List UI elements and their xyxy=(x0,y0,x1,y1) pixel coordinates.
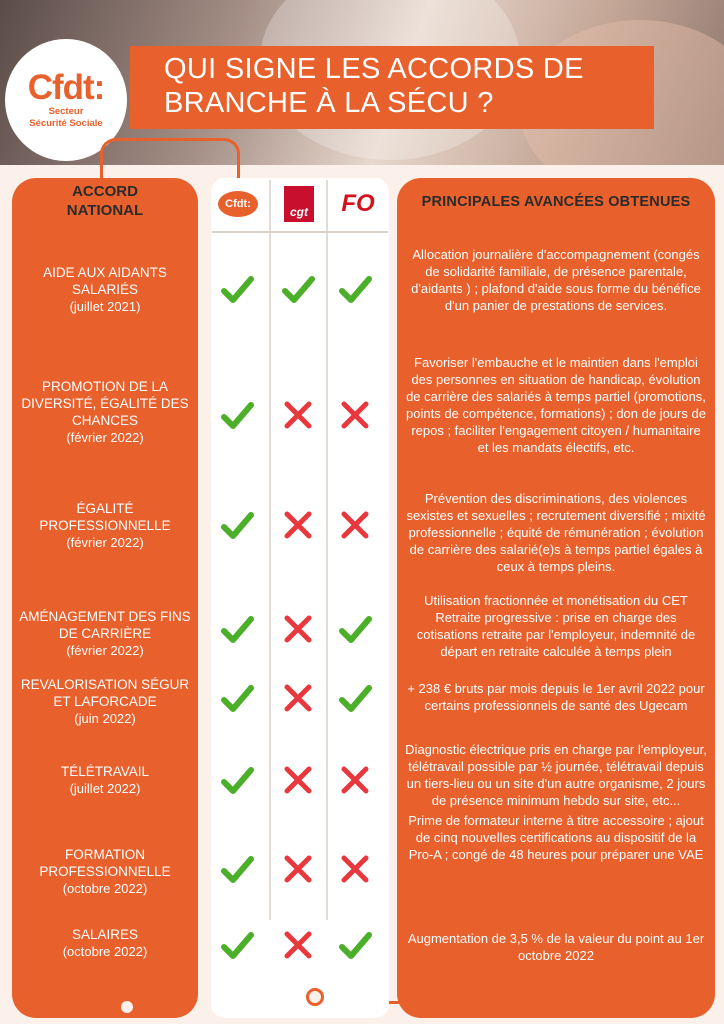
accord-title: REVALORISATION SÉGUR ET LAFORCADE xyxy=(20,677,190,709)
check-icon-cfdt xyxy=(220,928,254,962)
accord-name xyxy=(12,264,198,315)
check-icon-fo xyxy=(338,272,372,306)
accord-date: (juillet 2021) xyxy=(69,299,141,314)
accord-gains: Utilisation fractionnée et monétisation du CET Retraite progressive : prise en charge des cotisations retraite par l'employeur, indemnité de départ en retraite calculée à temps plein xyxy=(416,593,696,659)
check-icon-cgt xyxy=(281,272,315,306)
accord-header: ACCORD NATIONAL xyxy=(66,183,144,219)
accord-date: (février 2022) xyxy=(66,430,144,445)
accord-title: TÉLÉTRAVAIL xyxy=(60,764,150,779)
page-title xyxy=(130,46,654,129)
check-icon-fo xyxy=(338,928,372,962)
accord-gains: Diagnostic électrique pris en charge par l'employeur, télétravail possible par ½ journée, télétravail depuis un tiers-lieu ou un site d'un autre organisme, 2 jours de présence minimum hebdo sur site, etc... xyxy=(405,742,707,808)
check-icon-fo xyxy=(338,612,372,646)
accord-name xyxy=(12,608,198,659)
accord-gains: Prime de formateur interne à titre accessoire ; ajout de cinq nouvelles certifications au dispositif de la Pro-A ; congé de 48 heures pour préparer une VAE xyxy=(408,813,704,862)
accord-name xyxy=(12,378,198,446)
accord-title: AIDE AUX AIDANTS SALARIÉS xyxy=(43,265,167,297)
logo-word: Cfdt: xyxy=(27,68,105,107)
check-icon-cfdt xyxy=(220,398,254,432)
accord-title: AMÉNAGEMENT DES FINS DE CARRIÈRE xyxy=(19,609,191,641)
check-icon-cfdt xyxy=(220,681,254,715)
accord-date: (février 2022) xyxy=(66,643,144,658)
accord-title: FORMATION PROFESSIONNELLE xyxy=(39,847,171,879)
header-divider xyxy=(212,231,388,233)
cross-icon-fo xyxy=(338,763,372,797)
check-icon-cfdt xyxy=(220,852,254,886)
cgt-union-logo: cgt xyxy=(284,186,314,222)
check-icon-cfdt xyxy=(220,272,254,306)
cross-icon-cgt xyxy=(281,852,315,886)
accord-name xyxy=(12,846,198,897)
cross-icon-fo xyxy=(338,508,372,542)
divider-1 xyxy=(269,180,271,920)
cross-icon-cgt xyxy=(281,928,315,962)
avancees-header: PRINCIPALES AVANCÉES OBTENUES xyxy=(421,194,691,210)
accord-name xyxy=(12,500,198,551)
accord-name xyxy=(12,763,198,797)
cfdt-union-logo: Cfdt: xyxy=(218,191,258,217)
cross-icon-cgt xyxy=(281,612,315,646)
accord-date: (octobre 2022) xyxy=(62,944,148,959)
accord-gains: Prévention des discriminations, des violences sexistes et sexuelles ; recrutement diversifié ; mixité professionnelle ; équité de rémunération ; évolution de carrière des salarié(e)s à temps partiel égales à ceux à temps pleins. xyxy=(406,491,706,574)
cross-icon-cgt xyxy=(281,508,315,542)
accord-gains: + 238 € bruts par mois depuis le 1er avril 2022 pour certains professionnels de santé des Ugecam xyxy=(407,681,705,713)
accord-date: (février 2022) xyxy=(66,535,144,550)
connector-top xyxy=(100,138,240,180)
accord-title: SALAIRES xyxy=(71,927,139,942)
accord-title: ÉGALITÉ PROFESSIONNELLE xyxy=(39,501,171,533)
check-icon-fo xyxy=(338,681,372,715)
timeline-dot-right xyxy=(546,992,564,1010)
logo-subtitle: Secteur Sécurité Sociale xyxy=(29,106,103,129)
divider-2 xyxy=(326,180,328,920)
accord-gains: Allocation journalière d'accompagnement (congés de solidarité familiale, de présence parentale, d'aidants ) ; plafond d'aide sous forme du bénéfice d'un panier de prestations de services. xyxy=(411,247,701,313)
cross-icon-fo xyxy=(338,398,372,432)
check-icon-cfdt xyxy=(220,508,254,542)
accord-gains: Augmentation de 3,5 % de la valeur du point au 1er octobre 2022 xyxy=(407,931,705,963)
fo-union-logo: FO xyxy=(341,190,375,217)
title-line-2: BRANCHE À LA SÉCU ? xyxy=(164,87,494,119)
accord-title: PROMOTION DE LA DIVERSITÉ, ÉGALITÉ DES CHANCES xyxy=(21,379,189,428)
accord-name xyxy=(12,926,198,960)
accord-date: (octobre 2022) xyxy=(62,881,148,896)
accord-name xyxy=(12,676,198,727)
accord-gains: Favoriser l'embauche et le maintien dans l'emploi des personnes en situation de handicap, évolution de carrière des salariés à temps partiel (promotions, points de compétence, formations) ; don de jours de repos ; faciliter l'engagement citoyen / humanitaire et les mandats électifs, etc. xyxy=(406,355,706,455)
timeline-dot-mid xyxy=(306,988,324,1006)
timeline-dot-left xyxy=(118,998,136,1016)
check-icon-cfdt xyxy=(220,763,254,797)
check-icon-cfdt xyxy=(220,612,254,646)
cross-icon-cgt xyxy=(281,398,315,432)
cross-icon-fo xyxy=(338,852,372,886)
accord-date: (juillet 2022) xyxy=(69,781,141,796)
accord-date: (juin 2022) xyxy=(74,711,136,726)
cross-icon-cgt xyxy=(281,681,315,715)
title-line-1: QUI SIGNE LES ACCORDS DE xyxy=(164,53,584,85)
cross-icon-cgt xyxy=(281,763,315,797)
